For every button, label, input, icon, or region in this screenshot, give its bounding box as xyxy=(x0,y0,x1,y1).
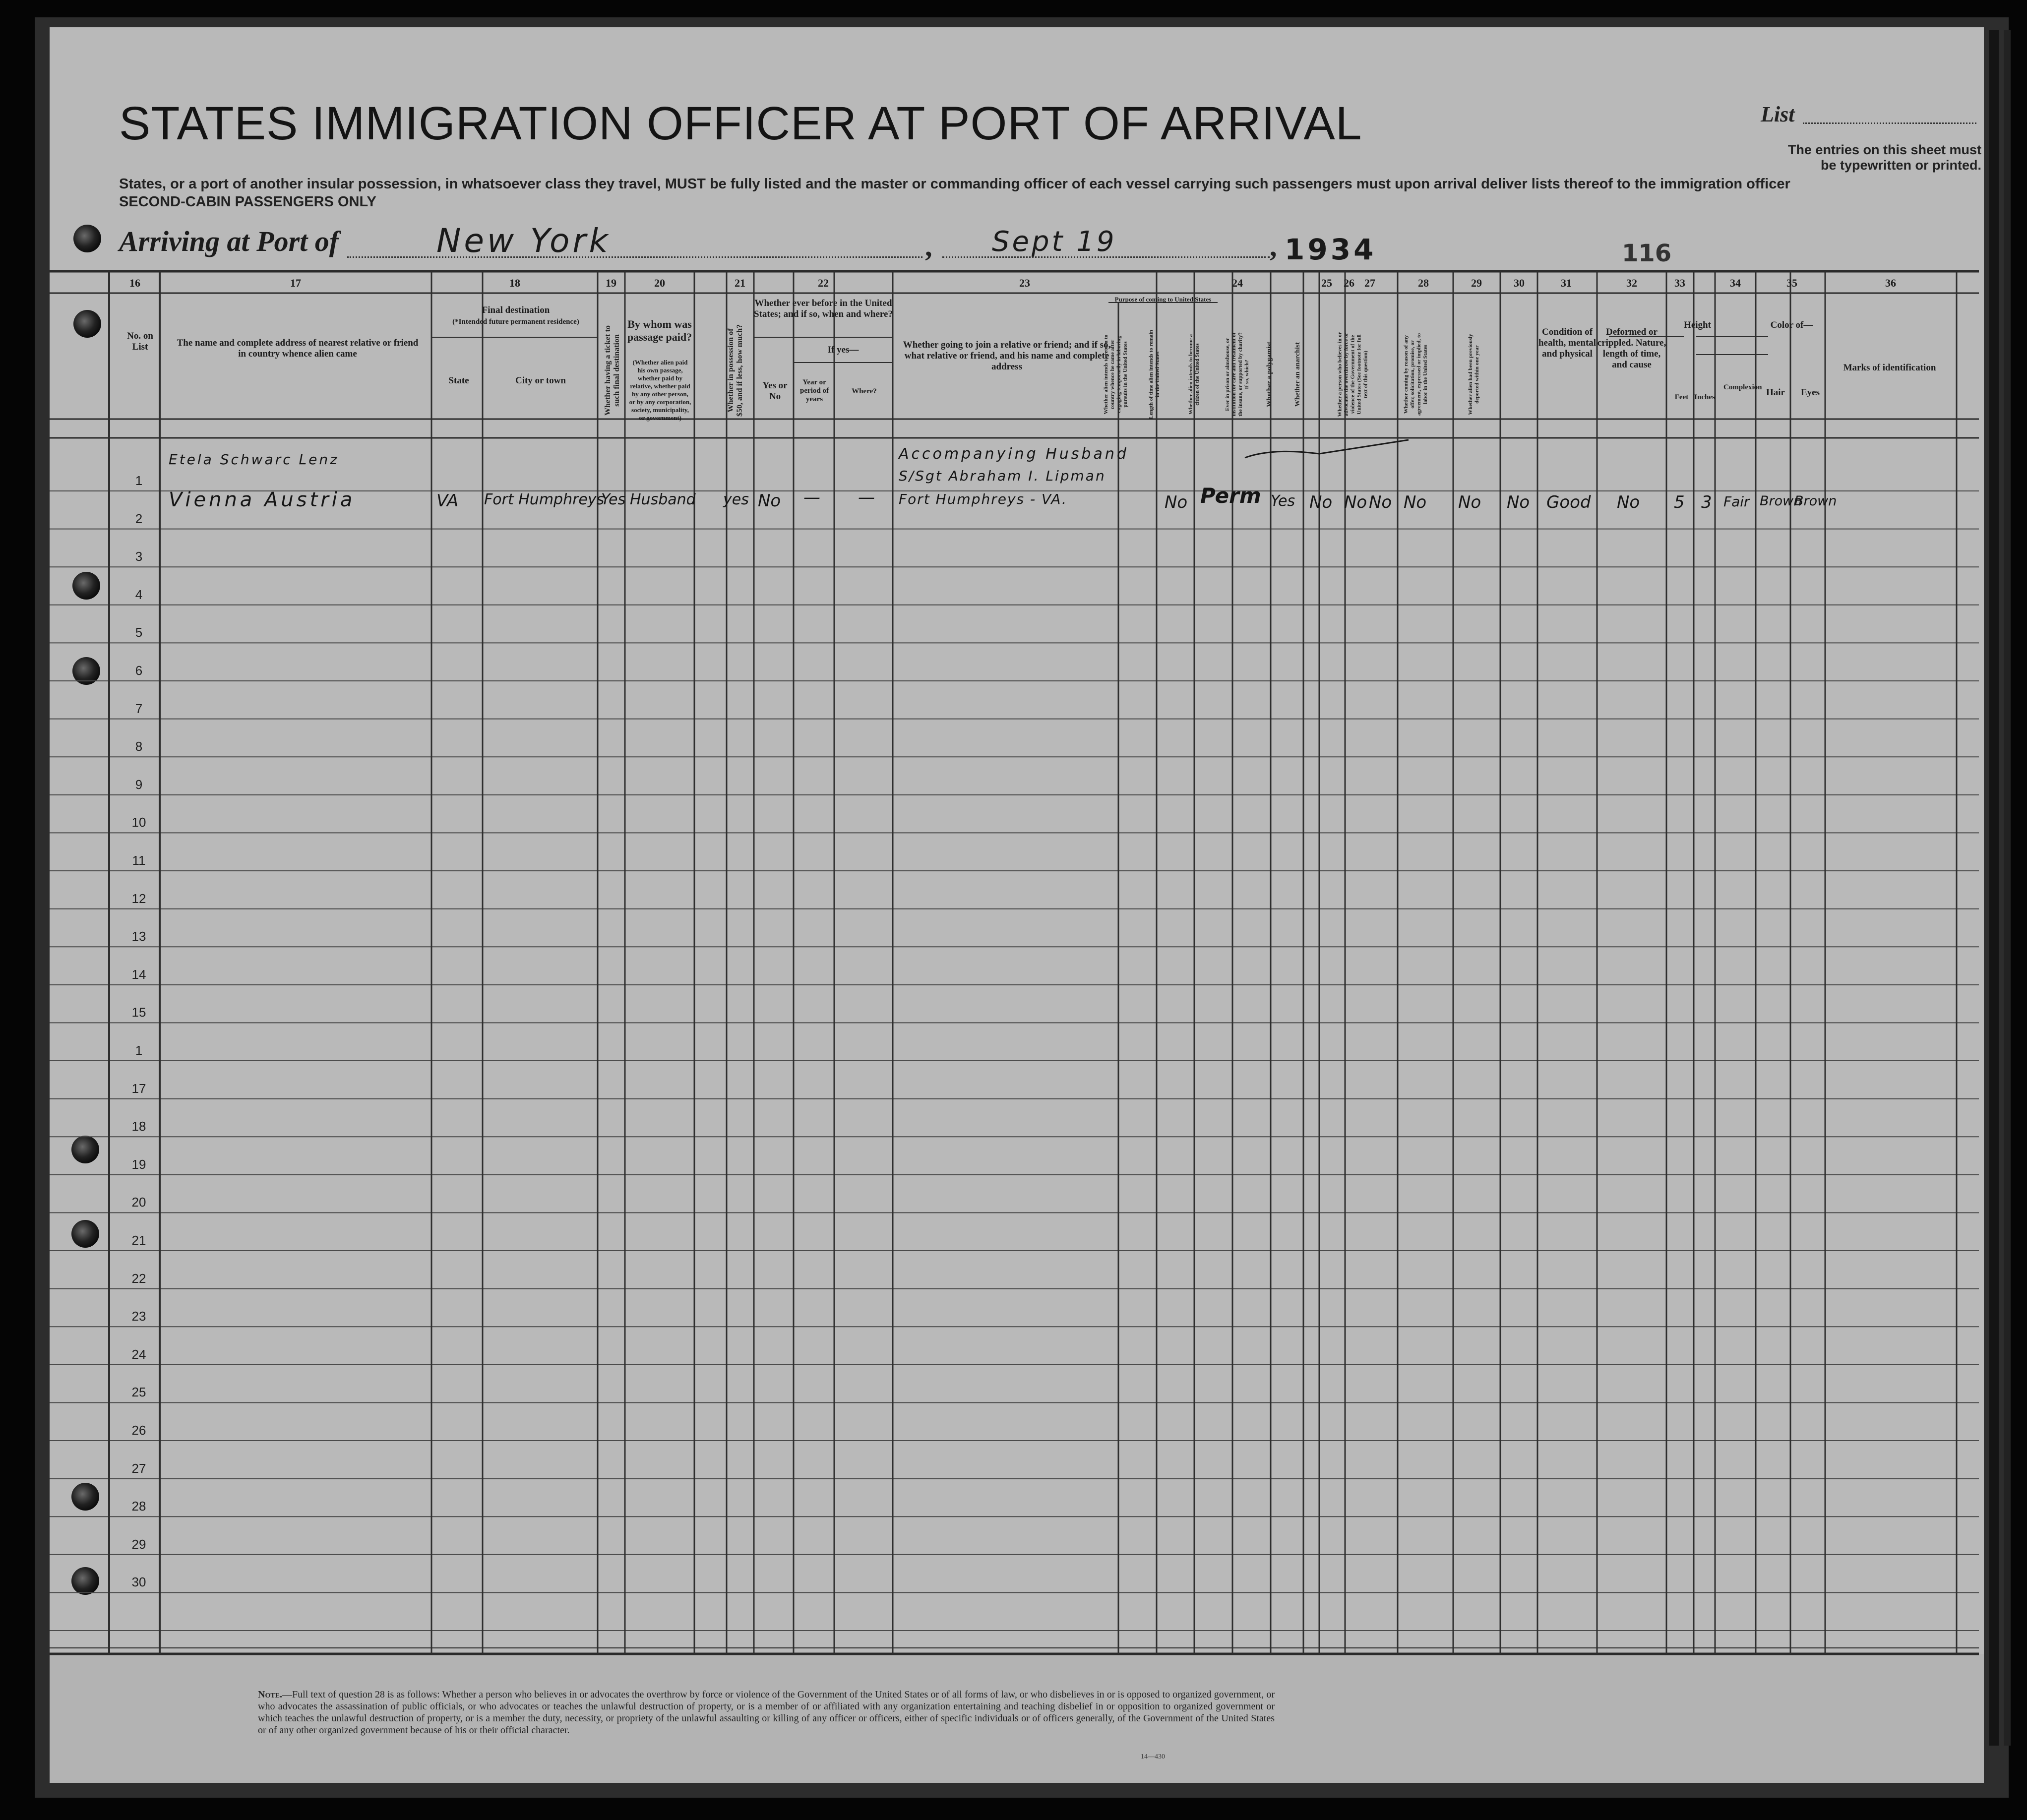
possession-value: yes xyxy=(723,491,749,508)
date-value: Sept 19 xyxy=(992,226,1117,258)
header-ever-before: Whether ever before in the United States; and if so, when and where? xyxy=(754,298,893,319)
offer-labor-value: No xyxy=(1458,492,1481,512)
period-value: — xyxy=(803,487,820,507)
header-hair: Hair xyxy=(1766,387,1785,398)
header-passage-paid: By whom was passage paid? xyxy=(627,318,692,343)
row-number: 29 xyxy=(131,1536,146,1552)
header-purpose-return: Whether alien intends to return to country whence he came after engaging temporarily in laboring pursuits in the United States xyxy=(1103,334,1128,415)
header-ticket: Whether having a ticket to such final destination xyxy=(604,325,621,416)
column-number: 29 xyxy=(1471,277,1482,289)
ever-prison-value: No xyxy=(1309,492,1333,512)
column-number: 34 xyxy=(1730,277,1741,289)
column-number: 17 xyxy=(290,277,301,289)
header-polygamist: Whether a polygamist xyxy=(1266,342,1273,407)
row-number: 5 xyxy=(135,625,143,640)
column-number: 28 xyxy=(1418,277,1429,289)
entries-note-line: be typewritten or printed. xyxy=(1820,158,1981,173)
year-value: 1934 xyxy=(1285,233,1377,266)
column-number: 32 xyxy=(1626,277,1637,289)
table-grid xyxy=(50,27,1984,1783)
header-length-of-stay: Length of time alien intends to remain in the United States xyxy=(1148,330,1161,419)
row-number: 12 xyxy=(131,891,146,906)
column-number: 22 xyxy=(818,277,829,289)
header-anarchist: Whether an anarchist xyxy=(1294,342,1301,407)
header-city: City or town xyxy=(515,375,566,386)
row-number: 15 xyxy=(131,1005,146,1020)
hair-value: Brown xyxy=(1760,493,1802,509)
separator-comma: , xyxy=(925,230,932,262)
destination-city: Fort Humphreys xyxy=(484,491,605,508)
column-number: 18 xyxy=(509,277,520,289)
row-number: 13 xyxy=(131,929,146,944)
header-joining-relative: Whether going to join a relative or friend; and if so, what relative or friend, and his name and complete address xyxy=(903,340,1111,372)
row-number: 25 xyxy=(131,1385,146,1400)
length-of-stay-value: Perm xyxy=(1200,484,1261,508)
ever-before-value: No xyxy=(758,491,781,511)
cabin-class: SECOND-CABIN PASSENGERS ONLY xyxy=(119,194,376,210)
row-number: 23 xyxy=(131,1309,146,1324)
row-number: 21 xyxy=(131,1233,146,1248)
entries-note-line: The entries on this sheet must xyxy=(1787,142,1981,157)
header-no-on-list: No. on List xyxy=(127,331,153,352)
header-intends-citizen: Whether alien intends to become a citizen of the United States xyxy=(1188,334,1200,415)
row-number: 19 xyxy=(131,1156,146,1172)
ticket-value: Yes xyxy=(601,491,626,508)
column-number: 30 xyxy=(1514,277,1525,289)
join-line-1: Accompanying Husband xyxy=(899,445,1129,463)
row-number: 27 xyxy=(131,1460,146,1476)
column-number: 25 xyxy=(1321,277,1332,289)
page-edge xyxy=(1989,30,1999,1746)
row-number: 1 xyxy=(135,1043,143,1058)
deported-value: No xyxy=(1507,492,1530,512)
anarchist-value: No xyxy=(1369,492,1392,512)
row-number: 18 xyxy=(131,1119,146,1134)
column-number: 33 xyxy=(1674,277,1685,289)
column-number: 20 xyxy=(654,277,665,289)
row-number: 17 xyxy=(131,1081,146,1096)
column-number: 27 xyxy=(1364,277,1375,289)
header-final-destination-note: (*Intended future permanent residence) xyxy=(452,318,579,326)
join-line-2: S/Sgt Abraham I. Lipman xyxy=(899,468,1106,484)
header-overthrow: Whether a person who believes in or advocates the overthrow by force or violence of the Government of the United States (See footnote for full text of this question) xyxy=(1337,332,1369,417)
form-number: 14—430 xyxy=(1141,1753,1165,1760)
sheet-number: 116 xyxy=(1622,240,1672,267)
row-number: 10 xyxy=(131,815,146,830)
row-number: 7 xyxy=(135,701,143,716)
header-height: Height xyxy=(1684,320,1711,330)
header-where: Where? xyxy=(852,387,877,395)
row-number: 30 xyxy=(131,1575,146,1590)
header-passage-paid-note: (Whether alien paid his own passage, whether paid by relative, whether paid by any other person, or by any corporation, society, municipality, or government) xyxy=(629,359,691,422)
header-inches: Inches xyxy=(1694,393,1715,401)
row-number: 1 xyxy=(135,473,143,488)
row-number: 20 xyxy=(131,1195,146,1210)
condition-value: Good xyxy=(1546,492,1591,512)
header-if-yes: If yes— xyxy=(827,345,859,355)
where-value: — xyxy=(858,487,875,507)
header-condition: Condition of health, mental and physical xyxy=(1538,327,1597,359)
arriving-label: Arriving at Port of xyxy=(119,225,339,257)
row-number: 6 xyxy=(135,663,143,678)
separator-comma: , xyxy=(1270,230,1277,262)
polygamist-value: No xyxy=(1344,492,1367,512)
header-yes-or-no: Yes or No xyxy=(762,380,788,402)
paid-by-value: Husband xyxy=(630,491,696,508)
header-complexion: Complexion xyxy=(1723,383,1762,391)
row-number: 14 xyxy=(131,967,146,982)
footnote-lead: Note. xyxy=(258,1689,283,1700)
header-final-destination: Final destination xyxy=(482,305,550,315)
deformed-value: No xyxy=(1617,492,1640,512)
footnote-text: —Full text of question 28 is as follows: Whether a person who believes in or advocates the overthrow by force or violence of the Government of the United States or of all forms of law, or who disbelieves in or is opposed to organized government, or who advocates the assassination of public officials, or who advocates or teaches the unlawful destruction of property, or is a member of or affiliated with any organization entertaining and teaching disbelief in or opposition to organized government or which teaches the unlawful destruction of property, or is a member the duty, necessity, or propriety of the unlawful assaulting or killing of any officer or officers, either of specific individuals or of officers generally, of the Government of the United States or of any other organized government because of his or their official character. xyxy=(258,1689,1275,1736)
header-color-of: Color of— xyxy=(1770,320,1813,330)
manifest-sheet xyxy=(50,27,1984,1783)
row-number: 24 xyxy=(131,1346,146,1362)
row-number: 11 xyxy=(132,853,146,868)
row-number: 3 xyxy=(135,549,143,564)
header-deformed: Deformed or crippled. Nature, length of time, and cause xyxy=(1597,327,1666,370)
column-number: 26 xyxy=(1344,277,1354,289)
column-number: 36 xyxy=(1885,277,1896,289)
column-number: 16 xyxy=(129,277,140,289)
column-number: 31 xyxy=(1561,277,1572,289)
destination-state: VA xyxy=(436,491,459,511)
header-marks: Marks of identification xyxy=(1843,363,1936,373)
column-number: 19 xyxy=(606,277,616,289)
header-possession-50: Whether in possession of $50, and if less, how much? xyxy=(727,324,744,417)
row-number: 22 xyxy=(131,1271,146,1286)
column-number: 24 xyxy=(1232,277,1243,289)
header-ever-prison: Ever in prison or almshouse, or institution for care and treatment of the insane, or supported by charity? If so, which? xyxy=(1225,332,1250,417)
header-offer-labor: Whether coming by reason of any offer, solicitation, promise, or agreement, expressed or implied, to labor in the United States xyxy=(1403,333,1428,416)
port-value: New York xyxy=(436,222,611,260)
list-label: List xyxy=(1761,102,1795,126)
intends-citizen-value: Yes xyxy=(1271,492,1295,510)
row-number: 2 xyxy=(135,511,143,526)
join-line-3: Fort Humphreys - VA. xyxy=(899,491,1067,507)
overthrow-value: No xyxy=(1404,492,1427,512)
form-instruction: States, or a port of another insular possession, in whatsoever class they travel, MUST be fully listed and the master or commanding officer of each vessel carrying such passengers must upon arrival deliver lists thereof to the immigration officer xyxy=(119,176,1790,192)
header-purpose: Purpose of coming to United States xyxy=(1114,296,1212,303)
footnote xyxy=(258,1689,1275,1736)
row-number: 4 xyxy=(135,587,143,602)
column-number: 21 xyxy=(735,277,745,289)
eyes-value: Brown xyxy=(1794,493,1837,509)
row-number: 28 xyxy=(131,1499,146,1514)
relative-place: Vienna Austria xyxy=(169,488,356,511)
row-number: 26 xyxy=(131,1423,146,1438)
relative-name: Etela Schwarc Lenz xyxy=(169,451,339,468)
row-number: 8 xyxy=(135,739,143,754)
header-eyes: Eyes xyxy=(1801,387,1820,398)
feet-value: 5 xyxy=(1674,492,1685,512)
header-deported: Whether alien had been previously deported within one year xyxy=(1468,334,1480,415)
purpose-return-value: No xyxy=(1165,492,1188,512)
header-year-or-period: Year or period of years xyxy=(800,378,829,403)
row-number: 9 xyxy=(135,777,143,792)
header-feet: Feet xyxy=(1674,393,1689,401)
complexion-value: Fair xyxy=(1723,493,1750,510)
column-number: 35 xyxy=(1786,277,1797,289)
form-title: STATES IMMIGRATION OFFICER AT PORT OF ARRIVAL xyxy=(119,97,1362,150)
inches-value: 3 xyxy=(1701,492,1712,512)
header-state: State xyxy=(448,375,469,386)
column-number: 23 xyxy=(1019,277,1030,289)
page-edge xyxy=(2004,30,2011,1746)
header-nearest-relative: The name and complete address of nearest relative or friend in country whence alien came xyxy=(177,338,419,359)
